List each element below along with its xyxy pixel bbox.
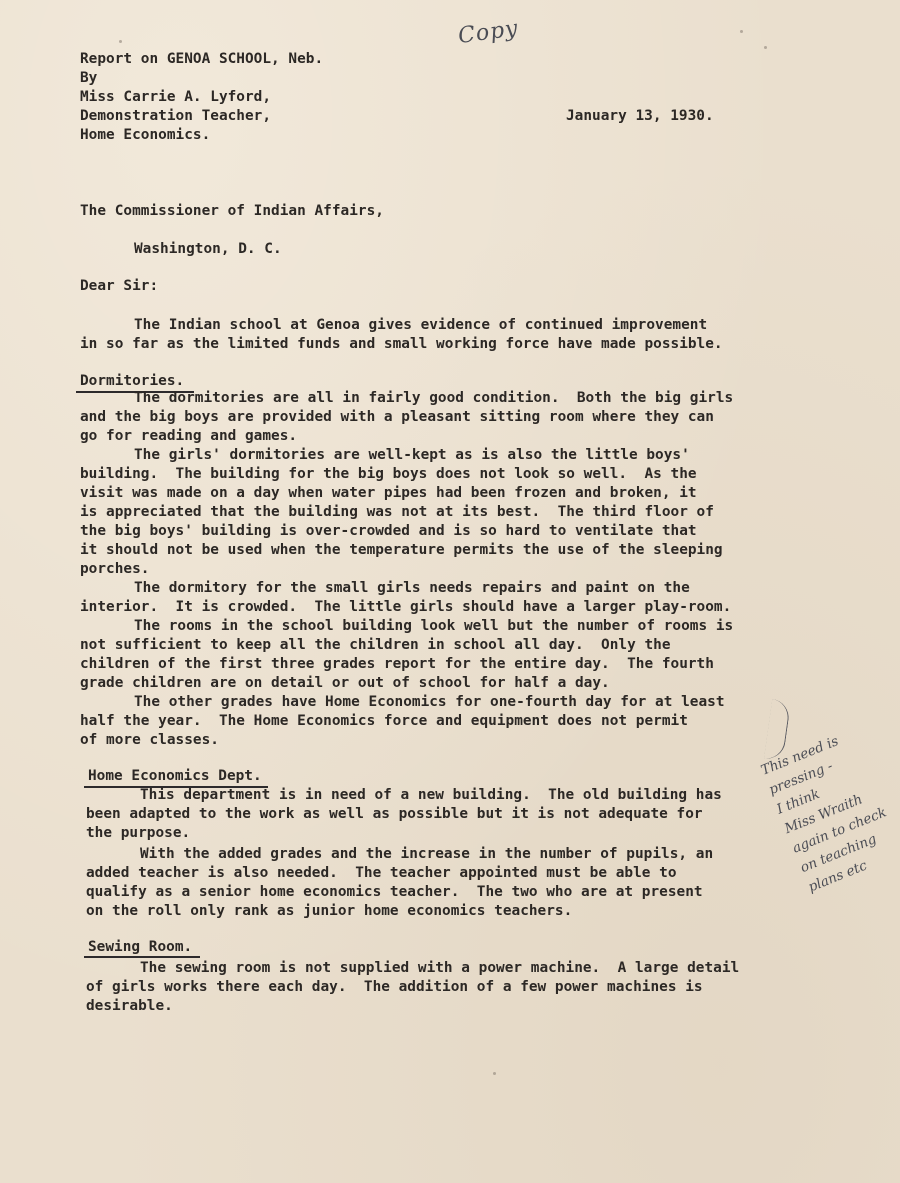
intro-line: The Indian school at Genoa gives evidence of continued improvement xyxy=(134,317,708,333)
body-line: The dormitories are all in fairly good condition. Both the big girls xyxy=(134,390,734,406)
section-heading-dormitories: Dormitories. xyxy=(80,373,185,389)
body-line: porches. xyxy=(80,561,150,577)
body-line: grade children are on detail or out of school for half a day. xyxy=(80,675,610,691)
body-line: it should not be used when the temperature permits the use of the sleeping xyxy=(80,542,723,558)
body-line: the big boys' building is over-crowded and is so hard to ventilate that xyxy=(80,523,697,539)
recipient-line: The Commissioner of Indian Affairs, xyxy=(80,203,384,219)
body-line: building. The building for the big boys does not look so well. As the xyxy=(80,466,697,482)
body-line: the purpose. xyxy=(86,825,191,841)
body-line: children of the first three grades report for the entire day. The fourth xyxy=(80,656,714,672)
paper-speck xyxy=(119,40,122,43)
body-line: The dormitory for the small girls needs repairs and paint on the xyxy=(134,580,690,596)
by-line: By xyxy=(80,70,98,86)
author-name: Miss Carrie A. Lyford, xyxy=(80,89,272,105)
body-line: go for reading and games. xyxy=(80,428,298,444)
paper-speck xyxy=(740,30,743,33)
heading-underline xyxy=(84,956,200,958)
body-line: With the added grades and the increase in the number of pupils, an xyxy=(140,846,714,862)
body-line: been adapted to the work as well as possible but it is not adequate for xyxy=(86,806,703,822)
body-line: is appreciated that the building was not at its best. The third floor of xyxy=(80,504,714,520)
salutation: Dear Sir: xyxy=(80,278,159,294)
body-line: visit was made on a day when water pipes had been frozen and broken, it xyxy=(80,485,697,501)
paper-speck xyxy=(493,1072,496,1075)
letter-date: January 13, 1930. xyxy=(566,108,714,124)
body-line: The sewing room is not supplied with a power machine. A large detail xyxy=(140,960,740,976)
body-line: half the year. The Home Economics force and equipment does not permit xyxy=(80,713,688,729)
body-line: desirable. xyxy=(86,998,173,1014)
copy-handwritten-mark: Copy xyxy=(456,15,521,50)
body-line: The rooms in the school building look well but the number of rooms is xyxy=(134,618,734,634)
body-line: This department is in need of a new building. The old building has xyxy=(140,787,722,803)
body-line: of girls works there each day. The addition of a few power machines is xyxy=(86,979,703,995)
recipient-city: Washington, D. C. xyxy=(134,241,282,257)
body-line: and the big boys are provided with a pleasant sitting room where they can xyxy=(80,409,714,425)
intro-line: in so far as the limited funds and small working force have made possible. xyxy=(80,336,723,352)
paper-speck xyxy=(764,46,767,49)
handwritten-margin-note: This need is pressing - I think Miss Wraith again to check on teaching plans etc xyxy=(758,733,889,896)
body-line: The girls' dormitories are well-kept as is also the little boys' xyxy=(134,447,690,463)
body-line: not sufficient to keep all the children in school all day. Only the xyxy=(80,637,671,653)
section-heading-sewing-room: Sewing Room. xyxy=(88,939,193,955)
body-line: of more classes. xyxy=(80,732,219,748)
body-line: on the roll only rank as junior home economics teachers. xyxy=(86,903,573,919)
body-line: added teacher is also needed. The teacher appointed must be able to xyxy=(86,865,677,881)
body-line: The other grades have Home Economics for one-fourth day for at least xyxy=(134,694,725,710)
section-heading-home-economics: Home Economics Dept. xyxy=(88,768,262,784)
author-department: Home Economics. xyxy=(80,127,211,143)
report-title-line: Report on GENOA SCHOOL, Neb. xyxy=(80,51,324,67)
body-line: interior. It is crowded. The little girls should have a larger play-room. xyxy=(80,599,732,615)
body-line: qualify as a senior home economics teacher. The two who are at present xyxy=(86,884,703,900)
author-title: Demonstration Teacher, xyxy=(80,108,272,124)
